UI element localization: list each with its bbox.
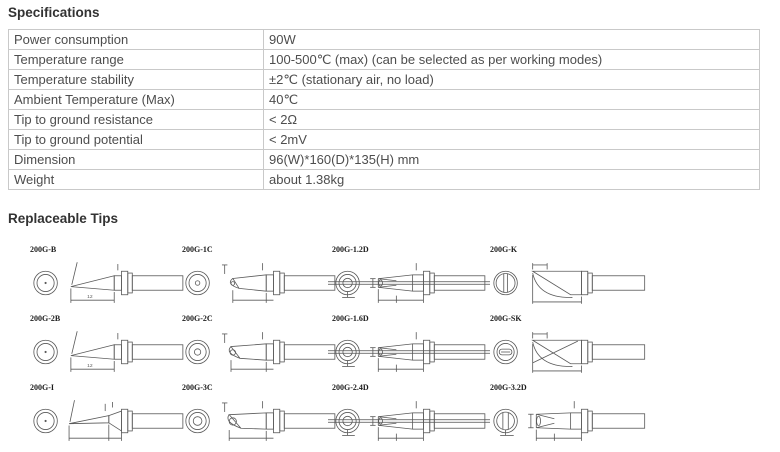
tip-technical-drawing [178, 255, 340, 311]
tip-cell [178, 239, 328, 308]
spec-label-cell: Temperature range [9, 50, 264, 70]
spec-value-cell: about 1.38kg [264, 170, 760, 190]
tip-technical-drawing [328, 255, 490, 311]
tip-cell [328, 239, 486, 308]
tip-label: 200G-I [30, 383, 54, 392]
spec-label-cell: Dimension [9, 150, 264, 170]
spec-label-cell: Tip to ground resistance [9, 110, 264, 130]
spec-label-cell: Power consumption [9, 30, 264, 50]
specifications-table [8, 29, 760, 190]
specifications-heading: Specifications [8, 5, 100, 20]
tip-label: 200G-1.2D [332, 245, 369, 254]
tip-label: 200G-2.4D [332, 383, 369, 392]
tip-technical-drawing [26, 255, 188, 311]
tip-cell [178, 308, 328, 377]
spec-value-cell: < 2Ω [264, 110, 760, 130]
replaceable-tips-grid [26, 239, 780, 446]
tip-label: 200G-K [490, 245, 518, 254]
tip-label: 200G-3C [182, 383, 213, 392]
spec-row [9, 110, 760, 130]
tip-label: 200G-1C [182, 245, 213, 254]
tip-technical-drawing [328, 324, 490, 380]
tip-cell [328, 308, 486, 377]
tip-cell [26, 239, 178, 308]
tip-label: 200G-2C [182, 314, 213, 323]
spec-row [9, 90, 760, 110]
spec-value-cell: ±2℃ (stationary air, no load) [264, 70, 760, 90]
tip-label: 200G-B [30, 245, 57, 254]
spec-row [9, 30, 760, 50]
tip-technical-drawing [486, 324, 648, 380]
tip-technical-drawing [26, 393, 188, 449]
tip-label: 200G-1.6D [332, 314, 369, 323]
replaceable-tips-heading: Replaceable Tips [8, 211, 119, 226]
tip-technical-drawing [26, 324, 188, 380]
tip-label: 200G-2B [30, 314, 61, 323]
spec-label-cell: Ambient Temperature (Max) [9, 90, 264, 110]
spec-row [9, 130, 760, 150]
tip-dimension-label: 12 [87, 294, 93, 300]
spec-label-cell: Weight [9, 170, 264, 190]
tip-cell [178, 377, 328, 446]
spec-value-cell: 96(W)*160(D)*135(H) mm [264, 150, 760, 170]
spec-row [9, 50, 760, 70]
tip-cell [486, 308, 716, 377]
spec-value-cell: 40℃ [264, 90, 760, 110]
spec-row [9, 70, 760, 90]
spec-label-cell: Temperature stability [9, 70, 264, 90]
tip-cell [486, 239, 716, 308]
tip-label: 200G-SK [490, 314, 522, 323]
tip-cell [486, 377, 716, 446]
spec-row [9, 170, 760, 190]
tip-label: 200G-3.2D [490, 383, 527, 392]
specifications-table-body [9, 30, 760, 190]
tip-cell [26, 308, 178, 377]
spec-value-cell: 90W [264, 30, 760, 50]
tip-cell [26, 377, 178, 446]
spec-value-cell: 100-500℃ (max) (can be selected as per working modes) [264, 50, 760, 70]
tip-technical-drawing [178, 393, 340, 449]
spec-row [9, 150, 760, 170]
tip-technical-drawing [178, 324, 340, 380]
tip-technical-drawing [328, 393, 490, 449]
tip-technical-drawing [486, 393, 648, 449]
spec-label-cell: Tip to ground potential [9, 130, 264, 150]
tip-cell [328, 377, 486, 446]
tip-dimension-label: 12 [87, 363, 93, 369]
tip-technical-drawing [486, 255, 648, 311]
spec-value-cell: < 2mV [264, 130, 760, 150]
